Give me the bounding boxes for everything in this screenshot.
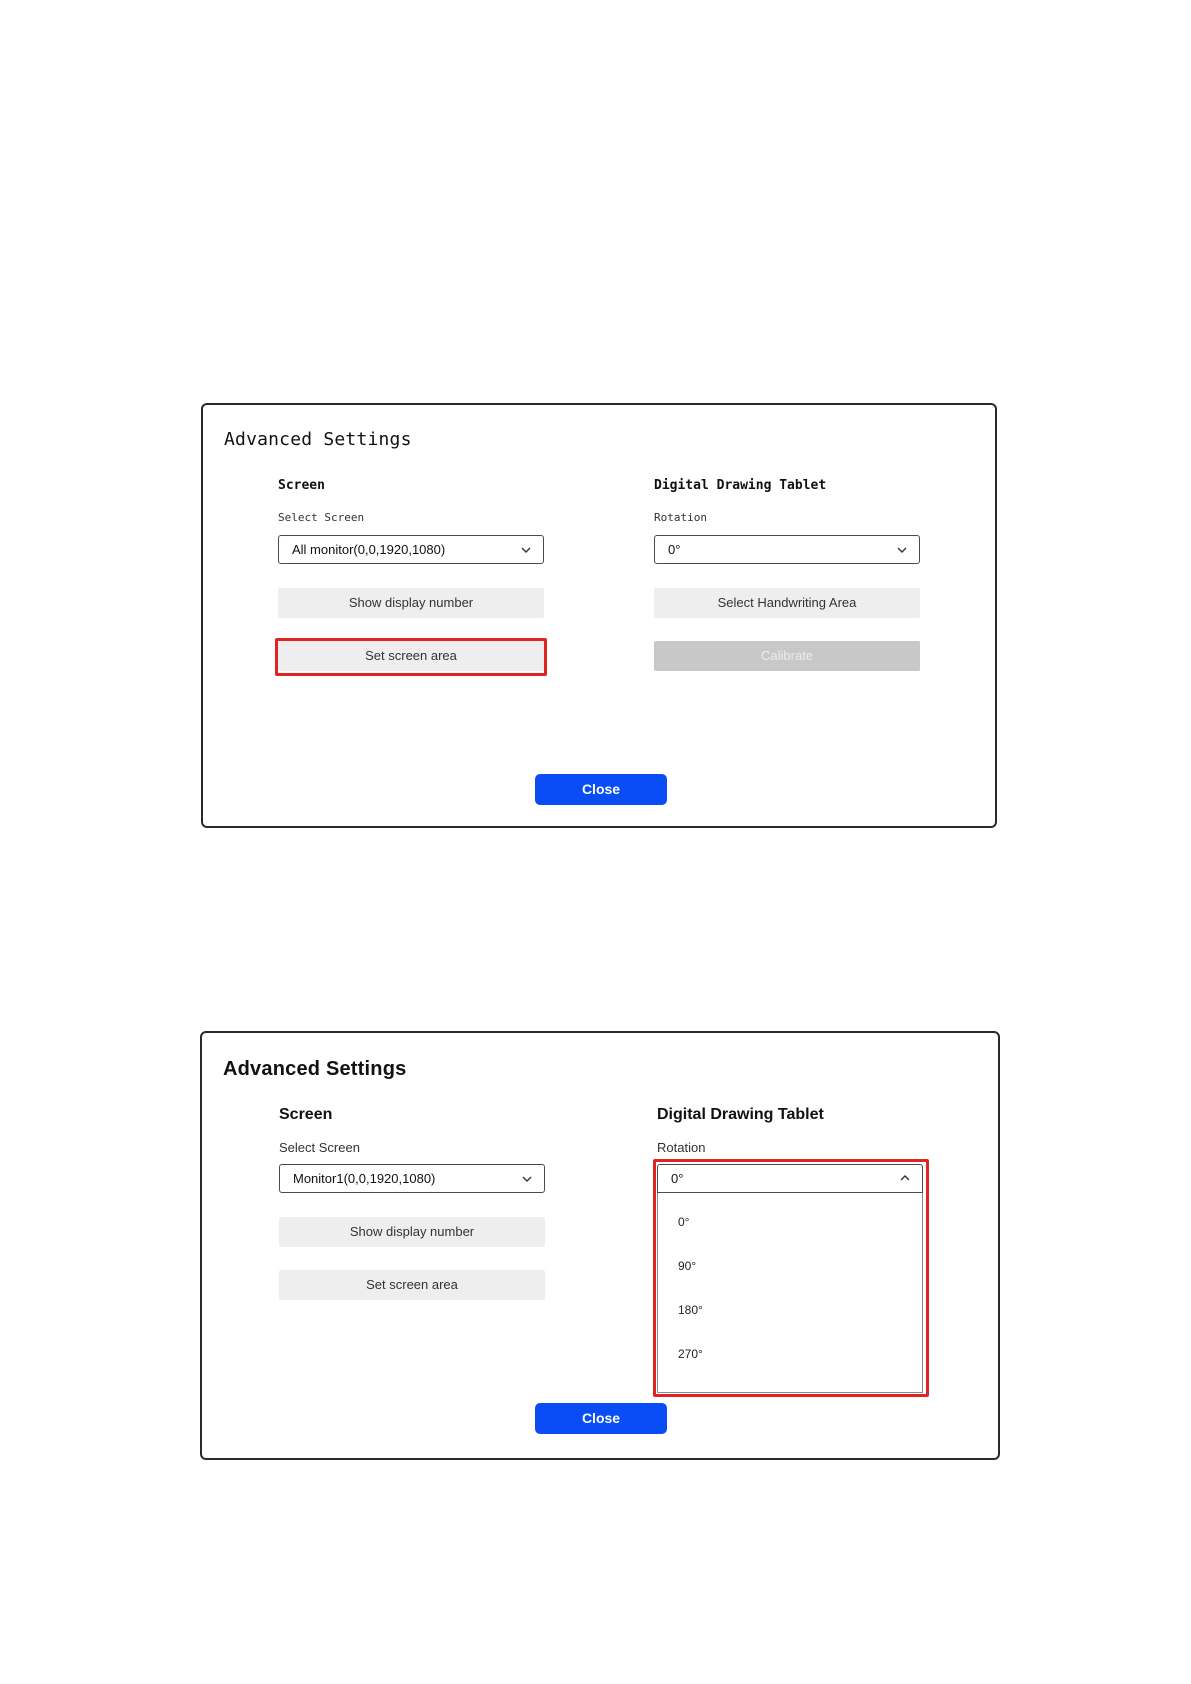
- rotation-label: Rotation: [657, 1140, 706, 1155]
- rotation-option-270[interactable]: 270°: [678, 1347, 703, 1361]
- rotation-value: 0°: [668, 542, 681, 557]
- chevron-down-icon: [519, 536, 533, 563]
- rotation-options-list: [657, 1193, 923, 1393]
- select-screen-label: Select Screen: [279, 1140, 360, 1155]
- show-display-number-button[interactable]: Show display number: [278, 588, 544, 618]
- rotation-dropdown-open[interactable]: [657, 1164, 923, 1193]
- rotation-option-90[interactable]: 90°: [678, 1259, 697, 1273]
- set-screen-area-button[interactable]: Set screen area: [279, 1270, 545, 1300]
- chevron-down-icon: [520, 1165, 534, 1192]
- select-screen-value: All monitor(0,0,1920,1080): [292, 542, 446, 557]
- calibrate-button: Calibrate: [654, 641, 920, 671]
- rotation-label: Rotation: [654, 511, 707, 524]
- advanced-settings-dialog-top: [201, 403, 997, 828]
- rotation-value: 0°: [671, 1171, 684, 1186]
- show-display-number-button[interactable]: Show display number: [279, 1217, 545, 1247]
- select-screen-value: Monitor1(0,0,1920,1080): [293, 1171, 436, 1186]
- rotation-option-180[interactable]: 180°: [678, 1303, 703, 1317]
- tablet-heading: Digital Drawing Tablet: [657, 1106, 824, 1123]
- chevron-down-icon: [895, 536, 909, 563]
- screen-heading: Screen: [278, 478, 325, 493]
- chevron-up-icon: [898, 1165, 912, 1192]
- set-screen-area-button[interactable]: Set screen area: [278, 641, 544, 671]
- screen-heading: Screen: [279, 1106, 333, 1123]
- select-screen-dropdown[interactable]: [278, 535, 544, 564]
- select-screen-label: Select Screen: [278, 511, 365, 524]
- close-button[interactable]: Close: [535, 774, 667, 805]
- rotation-option-0[interactable]: 0°: [678, 1215, 690, 1229]
- advanced-settings-dialog-bottom: [200, 1031, 1000, 1460]
- select-handwriting-area-button[interactable]: Select Handwriting Area: [654, 588, 920, 618]
- close-button[interactable]: Close: [535, 1403, 667, 1434]
- dialog-title: Advanced Settings: [223, 1058, 407, 1080]
- select-screen-dropdown[interactable]: [279, 1164, 545, 1193]
- dialog-title: Advanced Settings: [224, 429, 412, 450]
- tablet-heading: Digital Drawing Tablet: [654, 478, 827, 493]
- rotation-dropdown[interactable]: [654, 535, 920, 564]
